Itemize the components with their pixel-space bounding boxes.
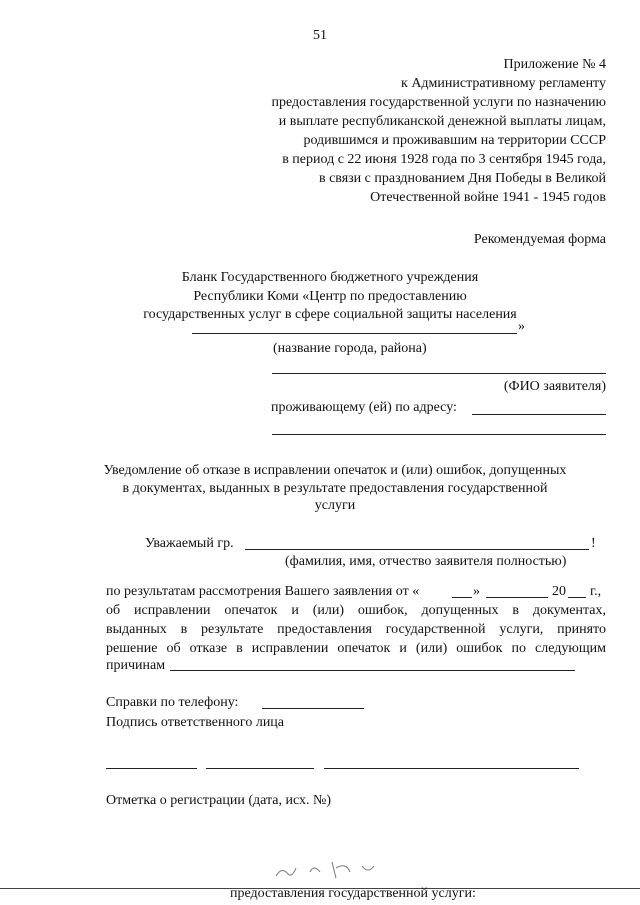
appendix-line-1: Приложение № 4 xyxy=(503,57,606,72)
institution-close-quote: » xyxy=(518,319,525,334)
stamp-fragment-mark xyxy=(270,858,400,882)
phone-label: Справки по телефону: xyxy=(106,695,239,710)
appendix-line-8: Отечественной войне 1941 - 1945 годов xyxy=(370,190,606,205)
body-line-5: причинам xyxy=(106,658,166,673)
body-line-3: выданных в результате предоставления государственной услуги, принято xyxy=(106,622,606,637)
appendix-line-6: в период с 22 июня 1928 года по 3 сентября 1945 года, xyxy=(282,152,606,167)
city-caption: (название города, района) xyxy=(273,341,427,356)
recommended-form: Рекомендуемая форма xyxy=(473,232,606,247)
address-line-2 xyxy=(272,434,606,435)
appendix-line-4: и выплате республиканской денежной выплаты лицам, xyxy=(278,114,606,129)
applicant-name-line xyxy=(272,373,606,374)
phone-line xyxy=(262,708,364,709)
reasons-line xyxy=(170,670,575,671)
appendix-line-5: родившимся и проживавшим на территории СССР xyxy=(303,133,606,148)
address-line-1 xyxy=(472,414,606,415)
year-line xyxy=(568,597,586,598)
salutation-end: ! xyxy=(591,536,596,551)
registration-label: Отметка о регистрации (дата, исх. №) xyxy=(106,793,332,808)
page-number: 51 xyxy=(313,28,327,43)
notice-title-line-1: Уведомление об отказе в исправлении опечаток и (или) ошибок, допущенных xyxy=(103,463,567,478)
institution-name-line xyxy=(192,333,517,334)
position-line xyxy=(106,768,197,769)
body-line-2: об исправлении опечаток и (или) ошибок, допущенных в документах, xyxy=(106,603,606,618)
appendix-line-3: предоставления государственной услуги по назначению xyxy=(271,95,606,110)
name-line xyxy=(324,768,579,769)
salutation-label: Уважаемый гр. xyxy=(145,536,234,551)
applicant-caption: (ФИО заявителя) xyxy=(503,379,606,394)
salutation-name-line xyxy=(245,549,589,550)
appendix-line-2: к Административному регламенту xyxy=(401,76,606,91)
salutation-caption: (фамилия, имя, отчество заявителя полностью) xyxy=(285,554,567,569)
signature-line xyxy=(206,768,314,769)
day-line xyxy=(452,597,472,598)
address-label: проживающему (ей) по адресу: xyxy=(271,400,457,415)
bottom-cut-text: предоставления государственной услуги: xyxy=(230,886,476,901)
body-line-1a: по результатам рассмотрения Вашего заявления от « xyxy=(106,584,420,599)
body-line-4: решение об отказе в исправлении опечаток и (или) ошибок по следующим xyxy=(106,641,606,656)
institution-line-3: государственных услуг в сфере социальной защиты населения xyxy=(143,307,517,322)
body-line-1b: » xyxy=(473,584,480,599)
notice-title-line-2: в документах, выданных в результате предоставления государственной xyxy=(122,481,548,496)
appendix-line-7: в связи с празднованием Дня Победы в Великой xyxy=(318,171,606,186)
month-line xyxy=(486,597,548,598)
body-line-1c: 20 xyxy=(552,584,566,599)
signature-label: Подпись ответственного лица xyxy=(106,715,285,730)
institution-line-2: Республики Коми «Центр по предоставлению xyxy=(193,289,467,304)
body-line-1d: г., xyxy=(590,584,602,599)
notice-title-line-3: услуги xyxy=(314,498,356,513)
institution-line-1: Бланк Государственного бюджетного учреждения xyxy=(181,270,479,285)
